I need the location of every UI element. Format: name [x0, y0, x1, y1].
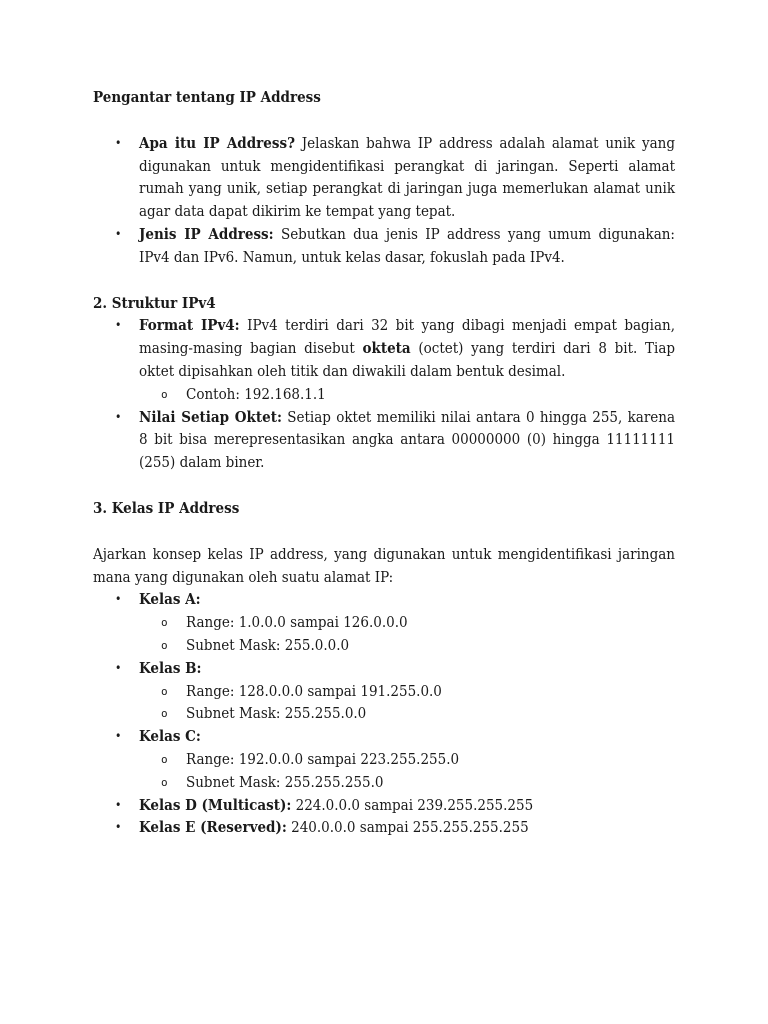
list-item-kelas-a — [93, 588, 675, 656]
item-text: (octet) yang terdiri dari 8 bit. Tiap oktet dipisahkan oleh titik dan diwakili dalam bentuk desimal. — [139, 339, 675, 380]
spacer — [93, 109, 675, 132]
sub-item-range: o Range: 1.0.0.0 sampai 126.0.0.0 — [139, 611, 675, 634]
item-label: Kelas A: — [139, 590, 201, 609]
item-label: Kelas B: — [139, 658, 202, 677]
item-label: Kelas E (Reserved): — [139, 818, 287, 837]
sub-item-range: o Range: 128.0.0.0 sampai 191.255.0.0 — [139, 680, 675, 703]
list-item-nilai — [93, 406, 675, 474]
struktur-heading: 2. Struktur IPv4 — [93, 293, 216, 312]
sub-list — [139, 611, 675, 657]
list-item-format — [93, 314, 675, 405]
sub-list — [139, 680, 675, 726]
list-item-apa-itu — [93, 132, 675, 223]
intro-heading: Pengantar tentang IP Address — [93, 88, 321, 106]
item-label: Format IPv4: — [139, 316, 240, 335]
sub-item-mask: o Subnet Mask: 255.0.0.0 — [139, 634, 675, 657]
intro-list — [93, 132, 675, 269]
item-label: Nilai Setiap Oktet: — [139, 407, 282, 426]
item-label: Apa itu IP Address? — [139, 133, 295, 152]
bold-term: okteta — [362, 339, 411, 358]
item-text: 224.0.0.0 sampai 239.255.255.255 — [291, 795, 534, 814]
item-label: Jenis IP Address: — [139, 224, 274, 243]
struktur-list — [93, 314, 675, 474]
item-text: IPv4 terdiri dari 32 bit yang dibagi menjadi empat bagian, masing-masing bagian disebut — [139, 316, 675, 358]
sub-item-mask: o Subnet Mask: 255.255.0.0 — [139, 702, 675, 725]
sub-list — [139, 383, 675, 406]
sub-item-range: o Range: 192.0.0.0 sampai 223.255.255.0 — [139, 748, 675, 771]
list-item-kelas-d — [93, 794, 675, 817]
sub-list — [139, 748, 675, 794]
item-text: Setiap oktet memiliki nilai antara 0 hingga 255, karena 8 bit bisa merepresentasikan angka antara 00000000 (0) hingga 11111111 (255) dalam biner. — [139, 407, 675, 472]
spacer — [93, 474, 675, 497]
kelas-intro-paragraph: Ajarkan konsep kelas IP address, yang digunakan untuk mengidentifikasi jaringan mana yang digunakan oleh suatu alamat IP: — [93, 544, 675, 586]
sub-item-example: o Contoh: 192.168.1.1 — [139, 383, 675, 406]
document-page — [93, 86, 675, 839]
list-item-jenis — [93, 223, 675, 269]
list-item-kelas-c — [93, 725, 675, 793]
spacer — [93, 269, 675, 292]
kelas-heading: 3. Kelas IP Address — [93, 498, 240, 517]
item-text: Jelaskan bahwa IP address adalah alamat unik yang digunakan untuk mengidentifikasi perangkat di jaringan. Seperti alamat rumah yang unik, setiap perangkat di jaringan juga memerlukan alamat unik agar data dapat dikirim ke tempat yang tepat. — [139, 133, 675, 221]
item-text: Sebutkan dua jenis IP address yang umum digunakan: IPv4 dan IPv6. Namun, untuk kelas dasar, fokuslah pada IPv4. — [139, 224, 675, 266]
kelas-list — [93, 588, 675, 839]
item-text: 240.0.0.0 sampai 255.255.255.255 — [286, 818, 529, 837]
list-item-kelas-e — [93, 816, 675, 839]
sub-item-mask: o Subnet Mask: 255.255.255.0 — [139, 771, 675, 794]
item-label: Kelas C: — [139, 727, 201, 746]
spacer — [93, 520, 675, 543]
list-item-kelas-b — [93, 657, 675, 725]
item-label: Kelas D (Multicast): — [139, 795, 292, 814]
